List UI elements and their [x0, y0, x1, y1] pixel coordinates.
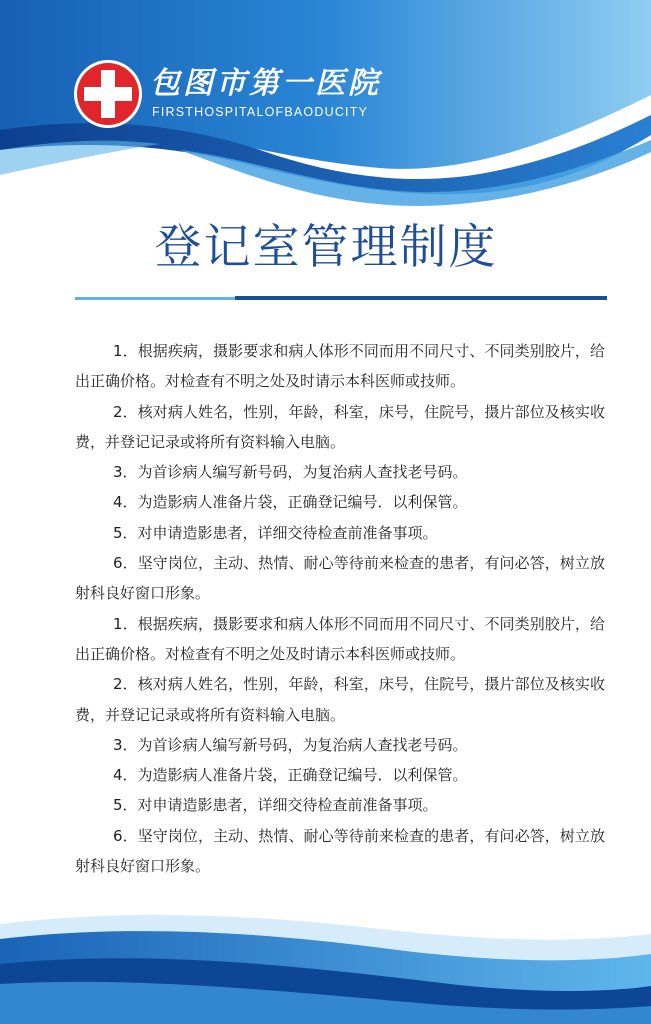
rule-item: 3．为首诊病人编写新号码，为复治病人查找老号码。	[113, 735, 468, 754]
title-divider	[75, 296, 607, 300]
rule-item: 5．对申请造影患者，详细交待检查前准备事项。	[113, 523, 438, 542]
rule-item: 5．对申请造影患者，详细交待检查前准备事项。	[113, 796, 438, 815]
rule-item: 2．核对病人姓名，性别，年龄，科室，床号，住院号，摄片部位及核实收费，并登记记录或将所有资料输入电脑。	[75, 675, 605, 724]
divider-light-segment	[75, 297, 235, 300]
page-title: 登记室管理制度	[154, 220, 498, 275]
hospital-name-english: FIRSTHOSPITALOFBAODUCITY	[152, 105, 369, 119]
rule-item: 4．为造影病人准备片袋，正确登记编号．以利保管。	[113, 493, 468, 512]
red-cross-hospital-logo-icon	[72, 58, 144, 130]
rule-item: 1．根据疾病，摄影要求和病人体形不同而用不同尺寸、不同类别胶片，给出正确价格。对检查有不明之处及时请示本科医师或技师。	[75, 614, 605, 663]
footer-wave-background	[0, 904, 651, 1024]
divider-dark-segment	[235, 296, 607, 300]
rule-item: 1．根据疾病，摄影要求和病人体形不同而用不同尺寸、不同类别胶片，给出正确价格。对检查有不明之处及时请示本科医师或技师。	[75, 342, 605, 391]
hospital-name: 包图市第一医院	[150, 66, 381, 101]
rule-item: 4．为造影病人准备片袋，正确登记编号．以利保管。	[113, 766, 468, 785]
rules-list	[75, 336, 605, 881]
rule-item: 6．坚守岗位，主动、热情、耐心等待前来检查的患者，有问必答，树立放射科良好窗口形象。	[75, 826, 605, 876]
rule-item: 2．核对病人姓名，性别，年龄，科室，床号，住院号，摄片部位及核实收费，并登记记录或将所有资料输入电脑。	[75, 402, 605, 451]
rule-item: 3．为首诊病人编写新号码，为复治病人查找老号码。	[113, 463, 468, 482]
rule-item: 6．坚守岗位，主动、热情、耐心等待前来检查的患者，有问必答，树立放射科良好窗口形象。	[75, 554, 605, 603]
